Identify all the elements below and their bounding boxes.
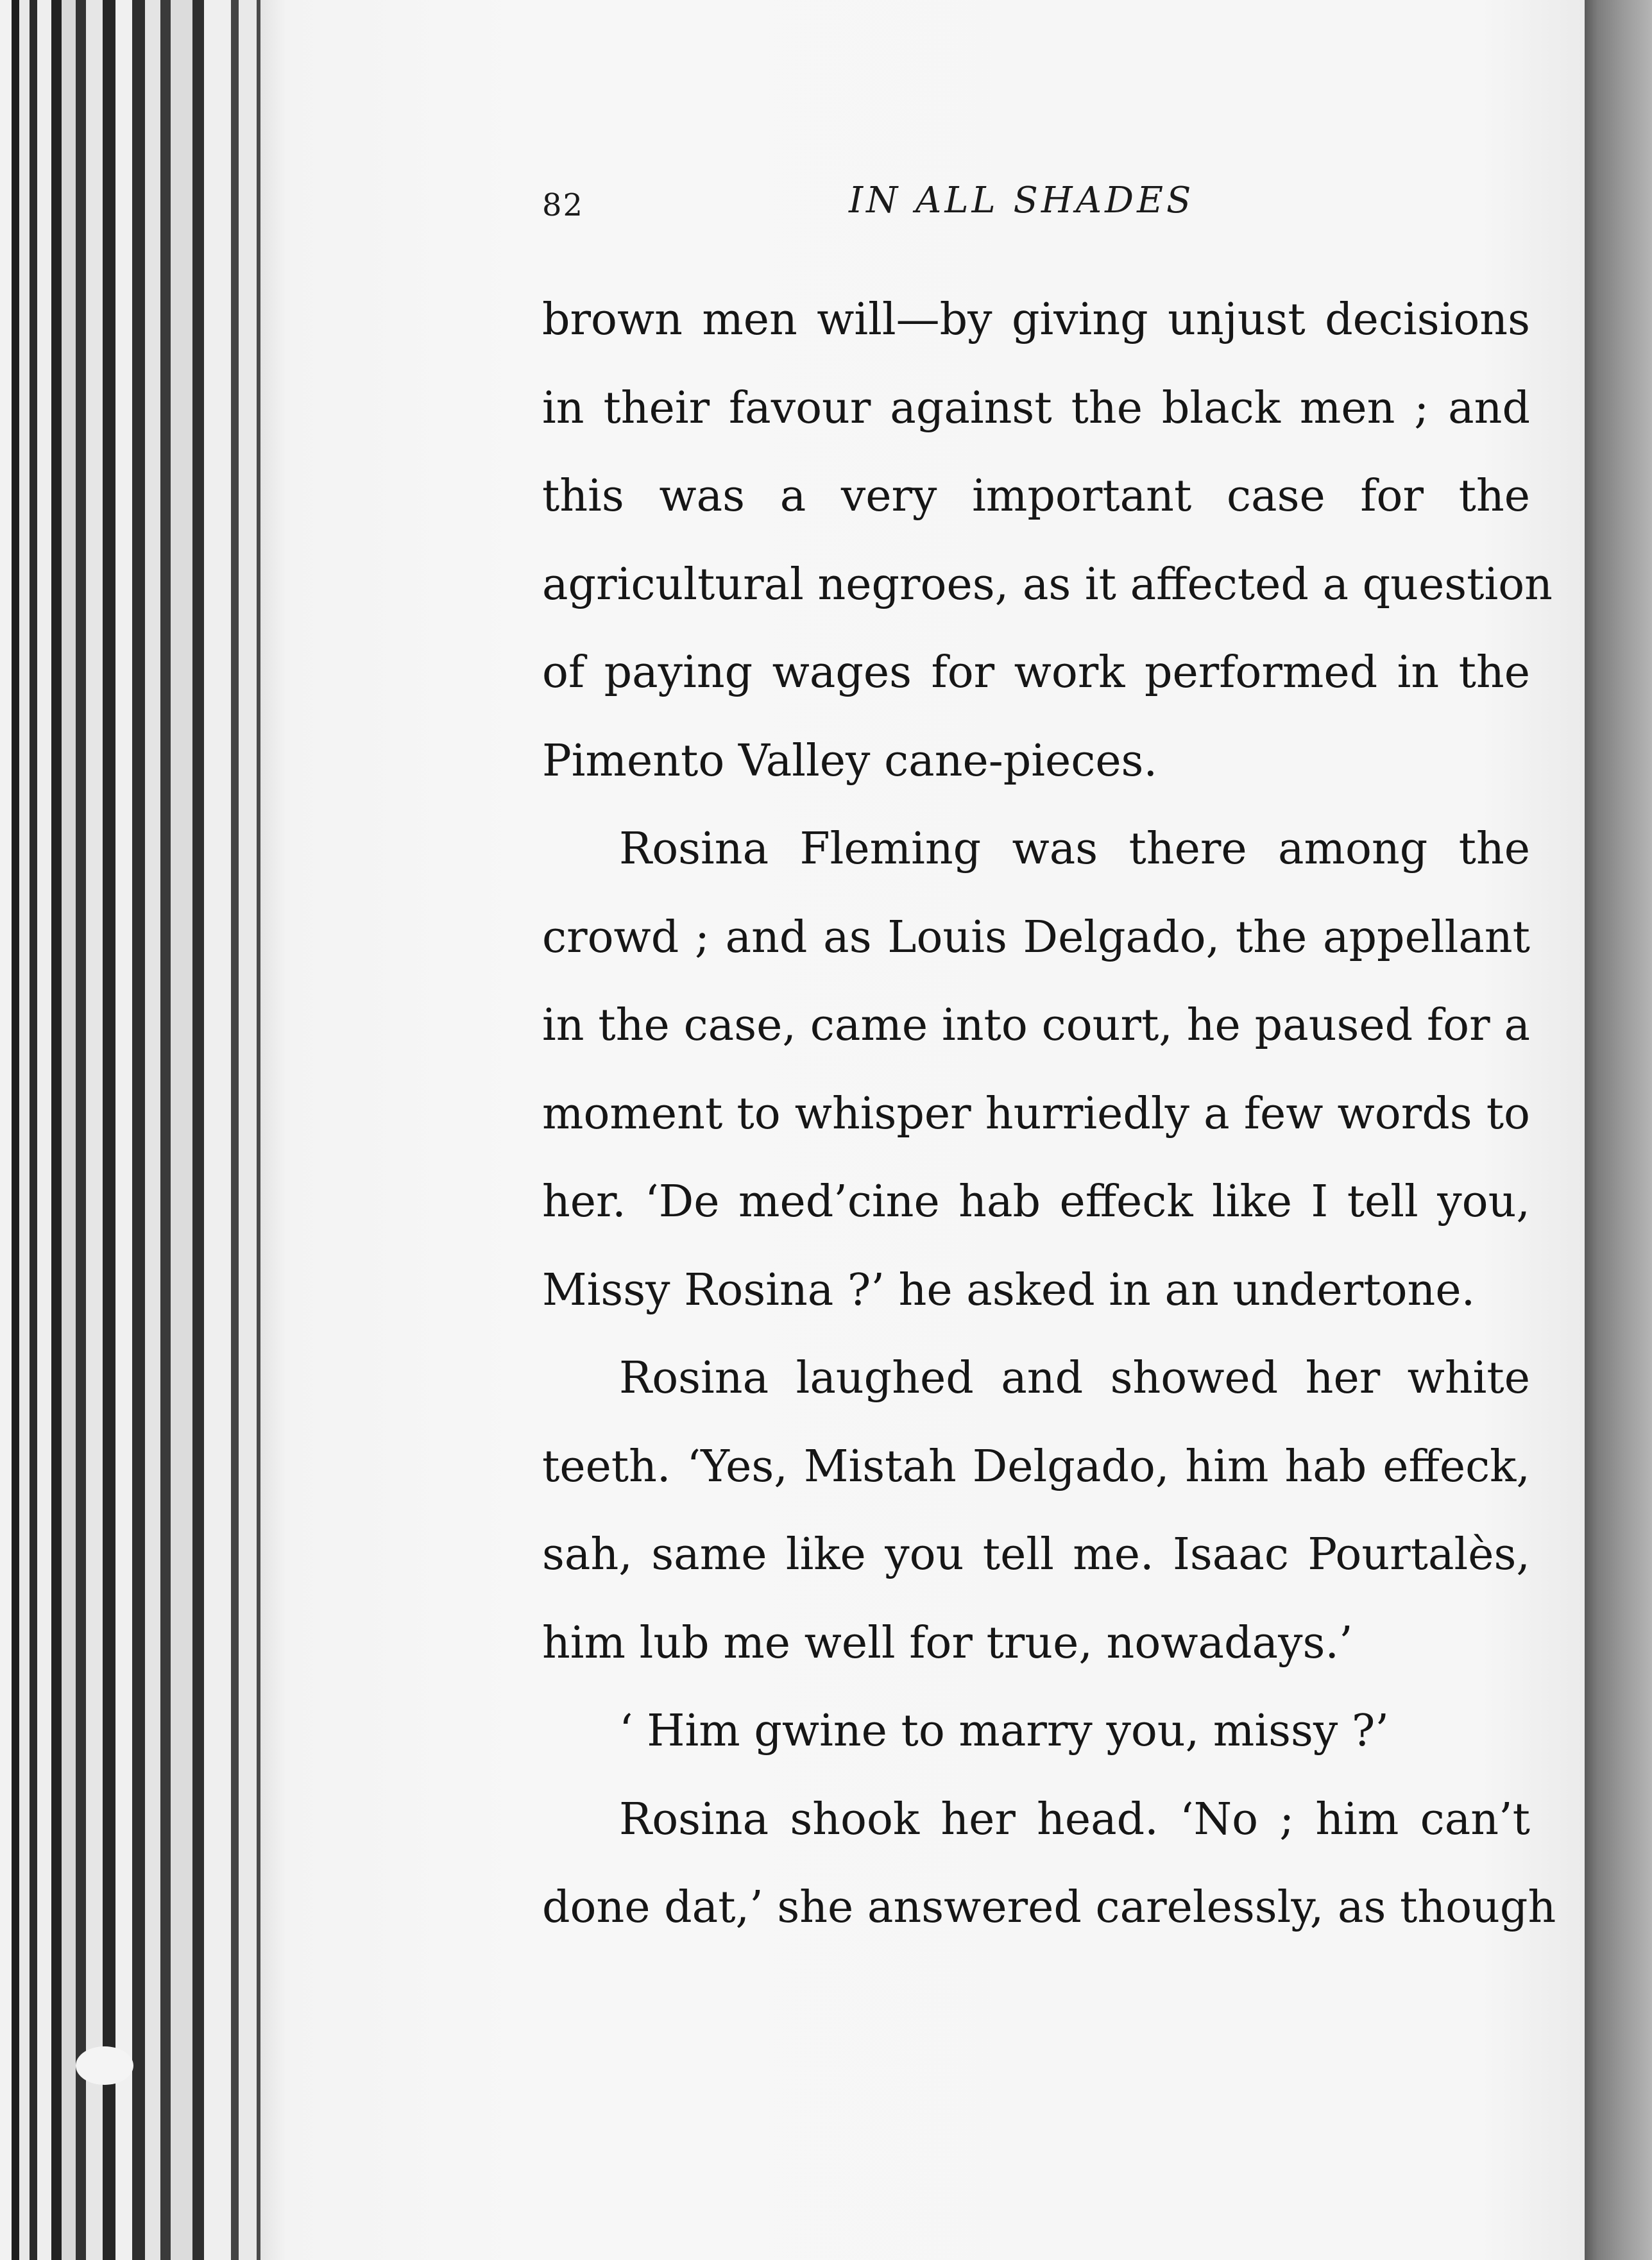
text-line: ‘ Him gwine to marry you, missy ?’ [619,1706,1389,1756]
text-line: of paying wages for work performed in the [542,647,1530,698]
body-text [542,276,1556,1952]
text-line: him lub me well for true, nowadays.’ [542,1617,1353,1669]
text-line: crowd ; and as Louis Delgado, the appellant [542,912,1530,963]
text-line: her. ‘De med’cine hab effeck like I tell you, [542,1177,1530,1227]
text-line: this was a very important case for the [542,471,1530,522]
text-line: done dat,’ she answered carelessly, as though [542,1882,1556,1933]
text-line: Rosina laughed and showed her white [619,1353,1530,1404]
book-binding-shadow [1585,0,1652,2260]
text-line: moment to whisper hurriedly a few words to [542,1088,1530,1139]
text-line: sah, same like you tell me. Isaac Pourtalès, [542,1529,1530,1580]
text-line: Rosina Fleming was there among the [619,824,1530,874]
text-line: agricultural negroes, as it affected a question [542,559,1553,610]
text-line: in the case, came into court, he paused for a [542,1000,1530,1051]
text-line: Rosina shook her head. ‘No ; him can’t [619,1794,1530,1845]
page-header [542,180,1530,237]
page-number: 82 [542,187,584,223]
paper-blemish [76,2046,133,2085]
running-head: IN ALL SHADES [849,180,1195,221]
text-line: brown men will—by giving unjust decisions [542,294,1530,345]
page-edges [0,0,269,2260]
text-line: Pimento Valley cane-pieces. [542,735,1158,786]
text-line: in their favour against the black men ; and [542,382,1530,434]
text-line: Missy Rosina ?’ he asked in an undertone. [542,1264,1476,1316]
text-line: teeth. ‘Yes, Mistah Delgado, him hab effeck, [542,1441,1530,1492]
